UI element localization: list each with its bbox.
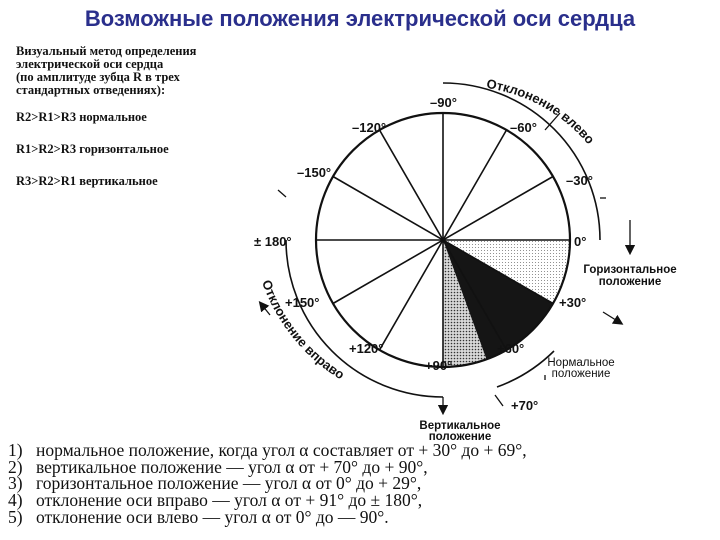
horizontal-position-line-2: положение <box>598 276 662 288</box>
angle-label-minus-30: –30° <box>566 173 593 188</box>
deviation-right-label <box>259 278 347 382</box>
list-item-number: 3) <box>8 473 23 494</box>
angle-label-minus-150: –150° <box>297 165 332 180</box>
angle-label-plus-120: +120° <box>349 341 384 356</box>
method-line: стандартных отведениях): <box>16 83 166 97</box>
rule-normal: R2>R1>R3 нормальное <box>16 110 147 124</box>
list-item-text: вертикальное положение — угол α от + 70° до + 90°, <box>36 456 428 477</box>
list-item <box>8 506 713 527</box>
angle-label-minus-90: –90° <box>430 95 457 110</box>
deviation-right-text: Отклонение вправо <box>259 277 348 383</box>
deviation-left-text: Отклонение влево <box>485 76 598 147</box>
list-item-number: 1) <box>8 440 23 460</box>
angle-label-minus-120: –120° <box>352 120 387 135</box>
angle-label-zero: 0° <box>574 234 587 249</box>
arc-deviation-right <box>286 240 443 397</box>
normal-position-line-2: положение <box>551 368 611 380</box>
list-item-text: отклонение оси вправо — угол α от + 91° до ± 180°, <box>36 490 423 511</box>
list-item-number: 5) <box>8 506 23 527</box>
arc-normal-ext <box>497 351 554 387</box>
list-item-text: горизонтальное положение — угол α от 0° до + 29°, <box>36 473 422 494</box>
list-item-number: 4) <box>8 490 23 511</box>
position-list <box>8 442 713 526</box>
angle-label-plus-150: +150° <box>285 295 320 310</box>
angle-label-pm-180: ± 180° <box>254 234 292 249</box>
arc-deviation-left <box>443 83 600 240</box>
angle-label-plus-60: +60° <box>497 341 525 356</box>
method-line: (по амплитуде зубца R в трех <box>16 70 180 84</box>
angle-label-plus-90: +90° <box>425 358 453 373</box>
list-item-number: 2) <box>8 456 23 477</box>
normal-position-line-1: Нормальное <box>547 357 615 369</box>
method-line: электрической оси сердца <box>16 57 164 71</box>
rule-horizontal: R1>R2>R3 горизонтальное <box>16 142 169 156</box>
angle-label-minus-60: –60° <box>510 120 537 135</box>
page-title: Возможные положения электрической оси сердца <box>84 6 636 31</box>
list-item-text: нормальное положение, когда угол α составляет от + 30° до + 69°, <box>36 440 527 460</box>
method-line: Визуальный метод определения <box>16 44 197 58</box>
angle-label-plus-30: +30° <box>559 295 587 310</box>
vertical-position-line-2: положение <box>428 431 492 443</box>
list-item-text: отклонение оси влево — угол α от 0° до — 90°. <box>36 506 389 527</box>
rule-vertical: R3>R2>R1 вертикальное <box>16 174 158 188</box>
angle-label-plus-70: +70° <box>511 398 539 413</box>
horizontal-position-line-1: Горизонтальное <box>583 264 677 276</box>
vertical-position-line-1: Вертикальное <box>419 420 501 432</box>
